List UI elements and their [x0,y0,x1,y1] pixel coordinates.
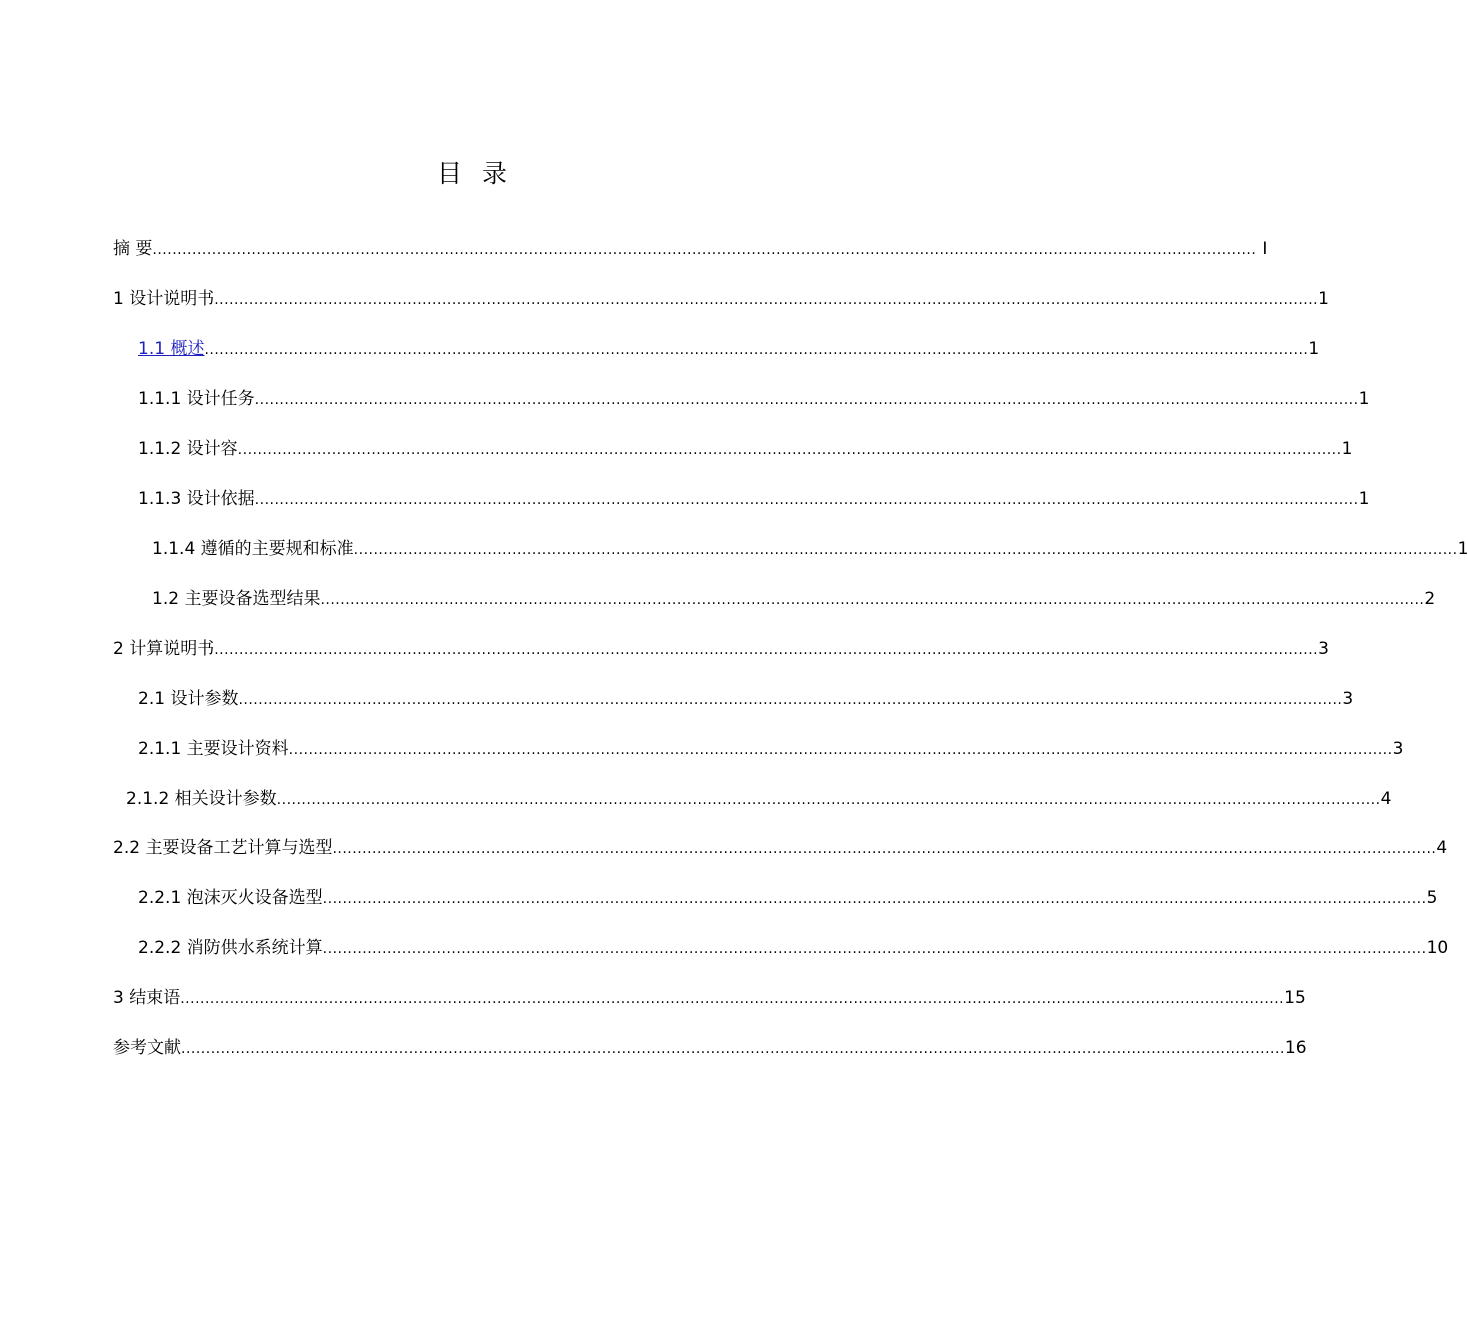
toc-entry-label: 1.2 主要设备选型结果 [152,589,321,609]
toc-entry-2-2 [113,835,1448,861]
toc-dot-leader: ............................................................................................................................................................................................................................... [353,542,1458,558]
toc-entry-label: 2.1.1 主要设计资料 [138,739,289,759]
toc-dot-leader: ............................................................................................................................................................................................................................... [237,442,1342,458]
toc-entry-page: 5 [1426,888,1438,908]
toc-entry-2-1 [138,686,1354,712]
toc-entry-1-1-2 [138,436,1353,462]
toc-entry-1-2 [152,586,1436,612]
toc-entry-page: 2 [1424,589,1436,609]
toc-entry-label: 2 计算说明书 [113,639,215,659]
toc-dot-leader: ............................................................................................................................................................................................................................... [214,292,1319,308]
toc-entry-label: 2.1.2 相关设计参数 [126,789,277,809]
toc-entry-3 [113,985,1306,1011]
toc-entry-page: 1 [1341,439,1353,459]
toc-entry-2-1-1 [138,736,1404,762]
toc-entry-page: 4 [1380,789,1392,809]
toc-entry-label: 1.1.3 设计依据 [138,489,255,509]
toc-entry-label: 2.2.1 泡沫灭火设备选型 [138,888,323,908]
toc-entry-1 [113,286,1329,312]
toc-dot-leader: ............................................................................................................................................................................................................................... [276,792,1381,808]
toc-dot-leader: ............................................................................................................................................................................................................................... [322,891,1427,907]
toc-dot-leader: ............................................................................................................................................................................................................................... [332,841,1437,857]
toc-dot-leader: ............................................................................................................................................................................................................................... [204,342,1309,358]
toc-dot-leader: ............................................................................................................................................................................................................................... [181,1041,1285,1057]
toc-entry-label: 3 结束语 [113,988,181,1008]
toc-entry-label: 1.1.2 设计容 [138,439,238,459]
toc-entry-2-2-1 [138,885,1438,911]
toc-entry-1-1-1 [138,386,1370,412]
toc-entry-page: 3 [1342,689,1354,709]
toc-dot-leader: ............................................................................................................................................................................................................................... [254,492,1359,508]
page-title: 目 录 [437,159,513,188]
toc-entry-abstract [113,236,1268,262]
toc-entry-page: I [1262,239,1268,259]
toc-entry-2-1-2 [126,786,1392,812]
toc-entry-label: 1.1.1 设计任务 [138,389,255,409]
toc-dot-leader: ............................................................................................................................................................................................................................... [288,742,1393,758]
toc-entry-1-1[interactable] [113,336,1320,362]
toc-dot-leader: ............................................................................................................................................................................................................................... [214,642,1319,658]
toc-entry-page: 1 [1358,489,1370,509]
toc-dot-leader: ............................................................................................................................................................................................................................... [152,242,1257,258]
toc-entry-2 [113,636,1329,662]
toc-entry-2-2-2 [138,935,1449,961]
toc-dot-leader: ............................................................................................................................................................................................................................... [238,692,1343,708]
toc-entry-page: 3 [1318,639,1329,659]
toc-dot-leader: ............................................................................................................................................................................................................................... [254,392,1359,408]
toc-entry-page: 1 [1308,339,1320,359]
toc-entry-link[interactable] [113,336,204,362]
toc-entry-label[interactable]: 1.1 概述 [138,339,205,359]
toc-entry-page: 10 [1426,938,1449,958]
toc-entry-page: 1 [1318,289,1329,309]
toc-entry-references [113,1035,1307,1061]
toc-entry-label: 2.2.2 消防供水系统计算 [138,938,323,958]
toc-entry-label: 参考文献 [113,1038,181,1058]
toc-entry-page: 1 [1358,389,1370,409]
toc-entry-page: 4 [1436,838,1448,858]
toc-entry-page: 16 [1284,1038,1307,1058]
toc-dot-leader: ............................................................................................................................................................................................................................... [322,941,1427,957]
toc-entry-1-1-3 [138,486,1370,512]
toc-entry-1-1-4 [152,536,1468,562]
toc-entry-label: 1.1.4 遵循的主要规和标准 [152,539,354,559]
toc-entry-page: 3 [1392,739,1404,759]
toc-entry-label: 1 设计说明书 [113,289,215,309]
toc-dot-leader: ............................................................................................................................................................................................................................... [180,991,1285,1007]
toc-entry-page: 15 [1284,988,1306,1008]
toc-entry-label: 2.2 主要设备工艺计算与选型 [113,838,333,858]
toc-entry-label: 摘 要 [113,239,153,259]
toc-entry-label: 2.1 设计参数 [138,689,239,709]
toc-entry-page: 1 [1457,539,1468,559]
toc-dot-leader: ............................................................................................................................................................................................................................... [320,592,1425,608]
